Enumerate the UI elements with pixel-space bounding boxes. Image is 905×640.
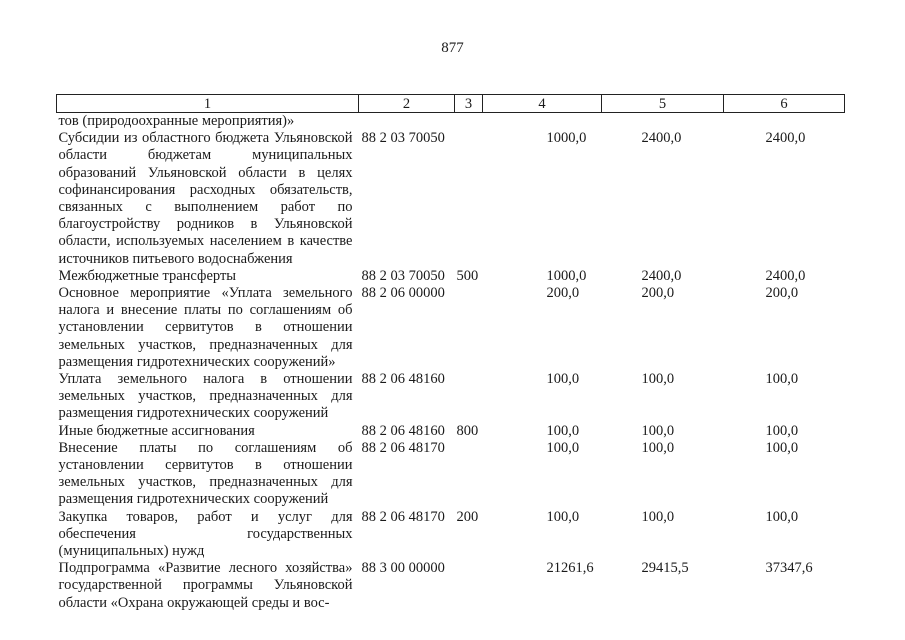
row-value-col4: 100,0: [546, 422, 580, 439]
row-name: Уплата земельного налога в отношении земельных участков, предназначенных для размещения гидротехнических сооружений: [58, 371, 353, 422]
row-value-col4: 21261,6: [546, 560, 594, 577]
row-expense-type: [455, 560, 483, 612]
table-row: [57, 371, 845, 423]
header-col-5: 5: [602, 95, 724, 113]
table-row: [57, 423, 845, 440]
row-name: Основное мероприятие «Уплата земельного налога и внесение платы по соглашениям об установлении сервитутов в отношении земельных участков, предназначенных для размещения гидротехнических сооружений»: [58, 285, 353, 370]
table-row: [57, 113, 845, 131]
row-name: Субсидии из областного бюджета Ульяновской области бюджетам муниципальных образований Ульяновской области в целях софинансирования расходных обязательств, связанных с выполнением работ по благоустройству родников в Ульяновской области, используемых населением в качестве источников питьевого водоснабжения: [58, 130, 353, 267]
row-value-col5: 100,0: [641, 422, 675, 439]
row-value-col4: 200,0: [546, 285, 580, 302]
row-code: 88 2 06 00000: [361, 285, 445, 302]
row-code: 88 2 06 48160: [361, 422, 445, 439]
row-value-col4: 100,0: [546, 371, 580, 388]
budget-table: [56, 94, 845, 612]
row-value-col4: 1000,0: [546, 267, 587, 284]
row-value-col6: 100,0: [765, 508, 799, 525]
table-row: [57, 285, 845, 371]
row-value-col4: [483, 113, 602, 131]
row-code: [359, 113, 455, 131]
row-expense-type: [455, 371, 483, 423]
row-expense-type: [455, 113, 483, 131]
row-value-col4: 1000,0: [546, 130, 587, 147]
row-value-col6: [724, 113, 845, 131]
header-col-6: 6: [724, 95, 845, 113]
row-name: Иные бюджетные ассигнования: [58, 422, 255, 439]
table-row: [57, 268, 845, 285]
row-code: 88 2 03 70050: [361, 267, 445, 284]
row-value-col5: 100,0: [641, 371, 675, 388]
row-code: 88 2 06 48170: [361, 508, 445, 525]
row-expense-type: [455, 285, 483, 371]
row-expense-type: 800: [456, 422, 479, 439]
row-value-col4: 100,0: [546, 439, 580, 456]
header-col-4: 4: [483, 95, 602, 113]
row-value-col6: 100,0: [765, 439, 799, 456]
row-value-col6: 200,0: [765, 285, 799, 302]
header-col-2: 2: [359, 95, 455, 113]
row-value-col6: 2400,0: [765, 130, 806, 147]
row-code: 88 3 00 00000: [361, 560, 445, 577]
row-value-col6: 2400,0: [765, 267, 806, 284]
table-row: [57, 440, 845, 509]
row-expense-type: 500: [456, 267, 479, 284]
row-value-col6: 100,0: [765, 422, 799, 439]
page-number: 877: [441, 40, 464, 56]
row-value-col5: [602, 113, 724, 131]
row-name: тов (природоохранные мероприятия)»: [58, 113, 295, 129]
row-code: 88 2 06 48160: [361, 371, 445, 388]
row-name: Подпрограмма «Развитие лесного хозяйства» государственной программы Ульяновской области «Охрана окружающей среды и вос-: [58, 560, 353, 611]
row-value-col5: 200,0: [641, 285, 675, 302]
row-value-col5: 100,0: [641, 508, 675, 525]
row-value-col6: 100,0: [765, 371, 799, 388]
row-value-col5: 29415,5: [641, 560, 689, 577]
row-expense-type: [455, 440, 483, 509]
budget-table-container: [56, 94, 844, 612]
table-row: [57, 509, 845, 561]
row-name: Межбюджетные трансферты: [58, 267, 237, 284]
table-row: [57, 560, 845, 612]
row-name: Внесение платы по соглашениям об установлении сервитутов в отношении земельных участков, предназначенных для размещения гидротехнических сооружений: [58, 439, 353, 508]
row-expense-type: [455, 130, 483, 268]
header-col-3: 3: [455, 95, 483, 113]
row-value-col5: 2400,0: [641, 130, 682, 147]
row-value-col6: 37347,6: [765, 560, 813, 577]
row-name: Закупка товаров, работ и услуг для обеспечения государственных (муниципальных) нужд: [58, 508, 353, 560]
row-code: 88 2 03 70050: [361, 130, 445, 147]
row-value-col4: 100,0: [546, 508, 580, 525]
table-row: [57, 130, 845, 268]
row-value-col5: 100,0: [641, 439, 675, 456]
row-expense-type: 200: [456, 508, 479, 525]
header-col-1: 1: [57, 95, 359, 113]
row-value-col5: 2400,0: [641, 267, 682, 284]
table-header-row: [57, 95, 845, 113]
row-code: 88 2 06 48170: [361, 439, 445, 456]
